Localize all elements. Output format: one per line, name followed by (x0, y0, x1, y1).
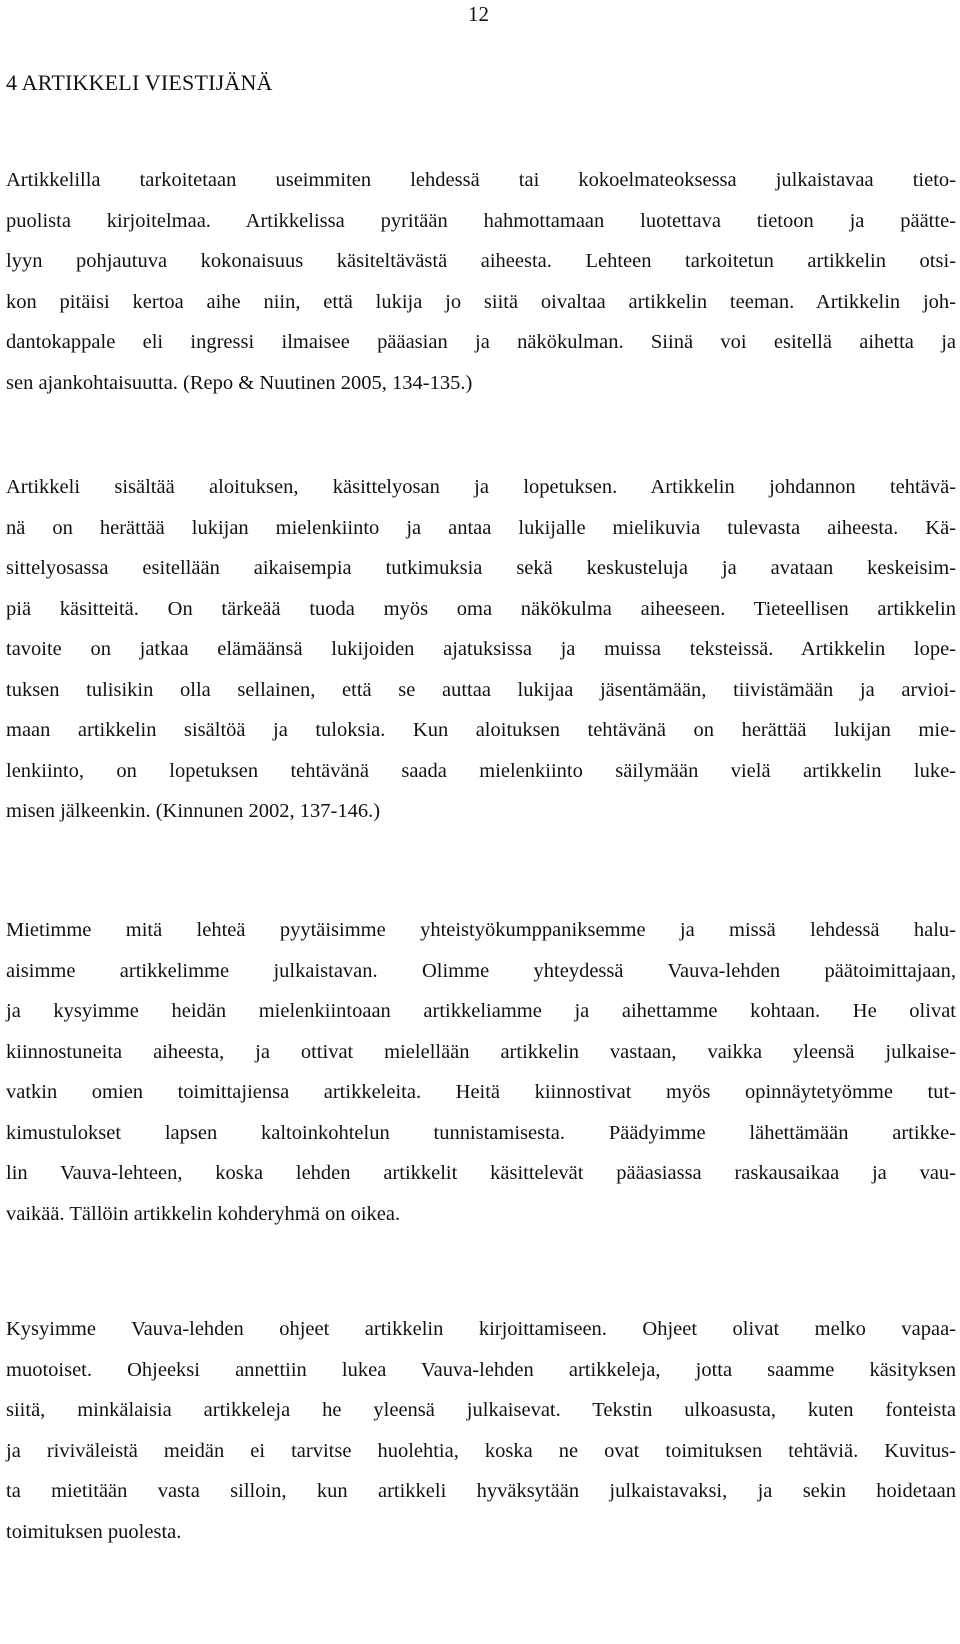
text-line: ja kysyimme heidän mielenkiintoaan artikkeliamme ja aihettamme kohtaan. He olivat (6, 1000, 956, 1022)
text-line: lenkiinto, on lopetuksen tehtävänä saada mielenkiinto säilymään vielä artikkelin luke- (6, 759, 956, 782)
text-line: kiinnostuneita aiheesta, ja ottivat mielellään artikkelin vastaan, vaikka yleensä julkaise- (6, 1040, 956, 1063)
text-line: Artikkeli sisältää aloituksen, käsittelyosan ja lopetuksen. Artikkelin johdannon tehtävä- (6, 476, 956, 498)
text-line: kon pitäisi kertoa aihe niin, että lukija jo siitä oivaltaa artikkelin teeman. Artikkelin joh- (6, 290, 956, 313)
text-line: siitä, minkälaisia artikkeleja he yleensä julkaisevat. Tekstin ulkoasusta, kuten fonteista (6, 1399, 956, 1421)
text-line: sen ajankohtaisuutta. (Repo & Nuutinen 2005, 134-135.) (6, 371, 473, 394)
page-number: 12 (468, 2, 489, 26)
text-line: aisimme artikkelimme julkaistavan. Olimme yhteydessä Vauva-lehden päätoimittajaan, (6, 959, 956, 982)
text-line: Artikkelilla tarkoitetaan useimmiten lehdessä tai kokoelmateoksessa julkaistavaa tieto- (6, 169, 956, 191)
text-line: puolista kirjoitelmaa. Artikkelissa pyritään hahmottamaan luotettava tietoon ja päätte- (6, 209, 956, 232)
text-line: misen jälkeenkin. (Kinnunen 2002, 137-146.) (6, 800, 381, 822)
text-line: ta mietitään vasta silloin, kun artikkeli hyväksytään julkaistavaksi, ja sekin hoidetaan (6, 1480, 956, 1502)
text-line: maan artikkelin sisältöä ja tuloksia. Kun aloituksen tehtävänä on herättää lukijan mie- (6, 719, 956, 741)
text-line: sittelyosassa esitellään aikaisempia tutkimuksia sekä keskusteluja ja avataan keskeisim- (6, 557, 956, 579)
text-line: Kysyimme Vauva-lehden ohjeet artikkelin kirjoittamiseen. Ohjeet olivat melko vapaa- (6, 1318, 956, 1340)
text-line: nä on herättää lukijan mielenkiinto ja antaa lukijalle mielikuvia tulevasta aiheesta. Kä- (6, 516, 956, 539)
text-line: vaikää. Tällöin artikkelin kohderyhmä on oikea. (6, 1202, 401, 1225)
text-line: muotoiset. Ohjeeksi annettiin lukea Vauva-lehden artikkeleja, jotta saamme käsityksen (6, 1358, 956, 1381)
paragraph (6, 160, 956, 403)
text-line: lyyn pohjautuva kokonaisuus käsiteltävästä aiheesta. Lehteen tarkoitetun artikkelin otsi- (6, 250, 956, 272)
text-line: piä käsitteitä. On tärkeää tuoda myös oma näkökulma aiheeseen. Tieteellisen artikkelin (6, 597, 956, 620)
chapter-heading: 4 ARTIKKELI VIESTIJÄNÄ (6, 70, 273, 95)
text-line: vatkin omien toimittajiensa artikkeleita. Heitä kiinnostivat myös opinnäytetyömme tut- (6, 1081, 956, 1103)
text-line: toimituksen puolesta. (6, 1520, 182, 1543)
paragraph (6, 1309, 956, 1552)
text-line: tuksen tulisikin olla sellainen, että se auttaa lukijaa jäsentämään, tiivistämään ja arvioi- (6, 678, 956, 701)
text-line: kimustulokset lapsen kaltoinkohtelun tunnistamisesta. Päädyimme lähettämään artikke- (6, 1121, 956, 1144)
text-line: tavoite on jatkaa elämäänsä lukijoiden ajatuksissa ja muissa teksteissä. Artikkelin lope- (6, 638, 956, 660)
text-line: Mietimme mitä lehteä pyytäisimme yhteistyökumppaniksemme ja missä lehdessä halu- (6, 919, 956, 941)
text-line: dantokappale eli ingressi ilmaisee pääasian ja näkökulman. Siinä voi esitellä aihetta ja (6, 331, 956, 353)
paragraph (6, 467, 956, 832)
paragraph (6, 910, 956, 1234)
text-line: lin Vauva-lehteen, koska lehden artikkelit käsittelevät pääasiassa raskausaikaa ja vau- (6, 1162, 956, 1184)
text-line: ja riviväleistä meidän ei tarvitse huolehtia, koska ne ovat toimituksen tehtäviä. Kuvitus- (6, 1439, 956, 1462)
